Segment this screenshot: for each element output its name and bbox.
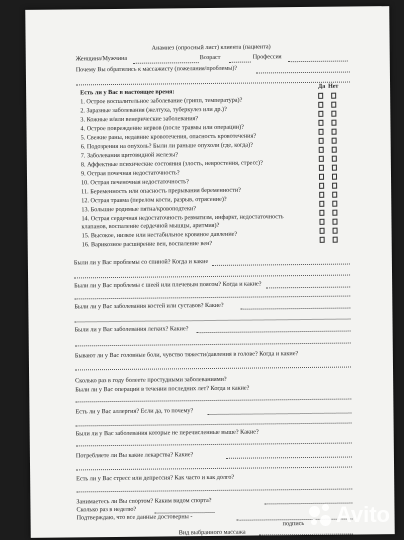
- question-stress: Есть ли у Вас стресс или депрессия? Как часто и как долго?: [76, 473, 235, 483]
- checkbox-no-5[interactable]: [332, 129, 337, 135]
- answer-line-back-1[interactable]: [212, 264, 350, 266]
- avito-logo-text: Avito: [335, 502, 390, 527]
- question-other-diseases: Были ли у Вас заболевания которые не перечисленные выше? Какие?: [75, 428, 259, 438]
- checkbox-no-4[interactable]: [331, 120, 336, 126]
- checkbox-no-7[interactable]: [332, 147, 337, 153]
- answer-line-headache[interactable]: [75, 367, 351, 371]
- column-no: Нет: [328, 83, 339, 90]
- checkbox-yes-15[interactable]: [320, 228, 325, 234]
- age-line: [229, 62, 251, 63]
- condition-7: 7. Заболевания щитовидной железы?: [80, 151, 179, 160]
- avito-watermark: [308, 502, 390, 528]
- condition-5: 5. Свежие раны, недавние кровотечения, опасность кровотечения?: [80, 132, 257, 142]
- condition-6: 6. Подозрения на опухоль? Были ли раньше опухоли (где, когда)?: [80, 141, 253, 151]
- question-back: Были ли у Вас проблемы со спиной? Когда и какие: [73, 258, 209, 267]
- checkbox-yes-9[interactable]: [319, 165, 324, 171]
- question-medicines: Потребляете ли Вы какие лекарства? Какие?: [75, 451, 194, 460]
- checkbox-yes-12[interactable]: [319, 192, 324, 198]
- answer-line-allergy-1[interactable]: [207, 413, 351, 416]
- checkbox-no-1[interactable]: [331, 93, 336, 99]
- condition-11: 11. Беременность или опасность прерывания беременности?: [81, 186, 241, 196]
- condition-1: 1. Острое воспалительное заболевание (грипп, температура)?: [80, 96, 243, 106]
- condition-13: 13. Большие родимые пятна/кровоподтеки?: [81, 205, 197, 214]
- condition-10: 10. Острая печеночная недостаточность?: [81, 178, 189, 187]
- avito-logo-icon: [308, 503, 332, 527]
- question-allergy: Есть ли у Вас аллергия? Если да, то почему?: [75, 407, 194, 416]
- checkbox-yes-11[interactable]: [319, 183, 324, 189]
- checkbox-no-12[interactable]: [332, 192, 337, 198]
- reason-label: Почему Вы обратились к массажисту (пожелания/проблемы)?: [75, 65, 238, 74]
- checkbox-no-15[interactable]: [333, 228, 338, 234]
- answer-line-medicines-2[interactable]: [76, 467, 352, 471]
- answer-line-lungs-2[interactable]: [75, 343, 351, 347]
- questionnaire-sheet: [25, 6, 395, 538]
- checkbox-yes-10[interactable]: [319, 174, 324, 180]
- section-title: Есть ли у Вас в настоящее время:: [80, 88, 175, 97]
- answer-line-back-2[interactable]: [74, 275, 350, 279]
- condition-12: 12. Острая травма (перелом кости, разрыв, отрясение)?: [81, 195, 227, 205]
- massage-type-label: Вид выбранного массажа: [178, 528, 246, 537]
- checkbox-yes-8[interactable]: [319, 156, 324, 162]
- massage-type-line[interactable]: [259, 534, 353, 536]
- checkbox-no-3[interactable]: [331, 111, 336, 117]
- checkbox-yes-14b[interactable]: [319, 219, 324, 225]
- answer-line-lungs-1[interactable]: [197, 331, 351, 334]
- answer-line-medicines-1[interactable]: [226, 457, 352, 459]
- answer-line-joints-1[interactable]: [240, 308, 350, 310]
- checkbox-no-2[interactable]: [331, 102, 336, 108]
- checkbox-yes-6[interactable]: [319, 138, 324, 144]
- checkbox-no-6[interactable]: [332, 138, 337, 144]
- checkbox-no-11[interactable]: [332, 183, 337, 189]
- checkbox-no-9[interactable]: [332, 165, 337, 171]
- answer-line-neck-1[interactable]: [266, 287, 350, 289]
- condition-14-cont: клапанов, воспаление сердечной мышцы, аритмия)?: [81, 221, 220, 231]
- question-lungs: Были ли у Вас заболевания легких? Какие?: [74, 325, 189, 334]
- answer-line-neck-2[interactable]: [74, 296, 350, 300]
- answer-line-allergy-2[interactable]: [76, 423, 352, 427]
- question-colds: Сколько раз в году болеете простудными заболеваниями?: [75, 375, 227, 385]
- checkbox-no-14[interactable]: [332, 210, 337, 216]
- reason-line-2: [76, 82, 350, 86]
- condition-8: 8. Аффектные психические состояния (злость, невростения, стресс)?: [80, 159, 263, 169]
- checkbox-yes-16[interactable]: [320, 237, 325, 243]
- question-surgery: Были ли у Вас операции в течении последних лет? Когда и какие?: [75, 384, 250, 394]
- condition-14: 14. Острая сердечная недостаточность ревматизм, инфаркт, недостаточность: [81, 213, 284, 223]
- condition-16: 16. Варикозное расширение вен, воспаление вен?: [81, 239, 213, 249]
- answer-line-joints-2[interactable]: [75, 319, 351, 323]
- signature-label: подпись: [282, 520, 305, 528]
- question-neck: Были ли у Вас проблемы с шеей или плечевым поясом? Когда и какие?: [74, 280, 262, 290]
- checkbox-yes-14[interactable]: [319, 210, 324, 216]
- checkbox-no-16[interactable]: [333, 237, 338, 243]
- question-headache: Бывают ли у Вас головные боли, чувство тяжести/давления в голове? Когда и какие?: [74, 350, 299, 360]
- checkbox-no-10[interactable]: [332, 174, 337, 180]
- condition-3: 3. Кожные и/или венерические заболевания?: [80, 115, 199, 124]
- condition-4: 4. Острое повреждение нервов (после травмы или операции)?: [80, 123, 244, 133]
- question-sport-frequency: Сколько раз в неделю?: [76, 505, 137, 514]
- answer-line-stress[interactable]: [76, 489, 352, 493]
- confirmation-text: Подтверждаю, что все данные достоверны -: [76, 513, 193, 522]
- question-sport: Занимаетесь ли Вы спортом? Каким видом спорта?: [76, 496, 212, 506]
- reason-line-1: [256, 72, 350, 74]
- answer-line-other-diseases[interactable]: [76, 443, 352, 447]
- checkbox-yes-13[interactable]: [319, 201, 324, 207]
- form-title: Анамнез (опросный лист) клиента (пациента): [151, 44, 271, 52]
- column-yes: Да: [318, 83, 326, 90]
- condition-15: 15. Высокое, низкое или нестабильное кровяное давление?: [81, 230, 238, 240]
- profession-line: [288, 61, 348, 63]
- checkbox-no-13[interactable]: [332, 201, 337, 207]
- condition-9: 9. Острая почечная недостаточность?: [80, 169, 180, 178]
- gender-line: [133, 62, 199, 64]
- answer-line-surgery[interactable]: [75, 399, 351, 403]
- condition-2: 2. Заразные заболевания (желтуха, туберкулез или др.)?: [80, 105, 227, 115]
- checkbox-no-14b[interactable]: [332, 219, 337, 225]
- checkbox-yes-1[interactable]: [318, 93, 323, 99]
- checkbox-yes-7[interactable]: [319, 147, 324, 153]
- checkbox-yes-5[interactable]: [319, 129, 324, 135]
- checkbox-yes-2[interactable]: [318, 102, 323, 108]
- checkbox-yes-4[interactable]: [318, 120, 323, 126]
- question-joints: Были ли у Вас заболевания костей или суставов? Какие?: [74, 301, 224, 311]
- gender-label: Женщина/Мужчина: [75, 55, 128, 63]
- checkbox-no-8[interactable]: [332, 156, 337, 162]
- checkbox-yes-3[interactable]: [318, 111, 323, 117]
- profession-label: Профессия: [252, 54, 282, 61]
- age-label: Возраст: [199, 54, 221, 62]
